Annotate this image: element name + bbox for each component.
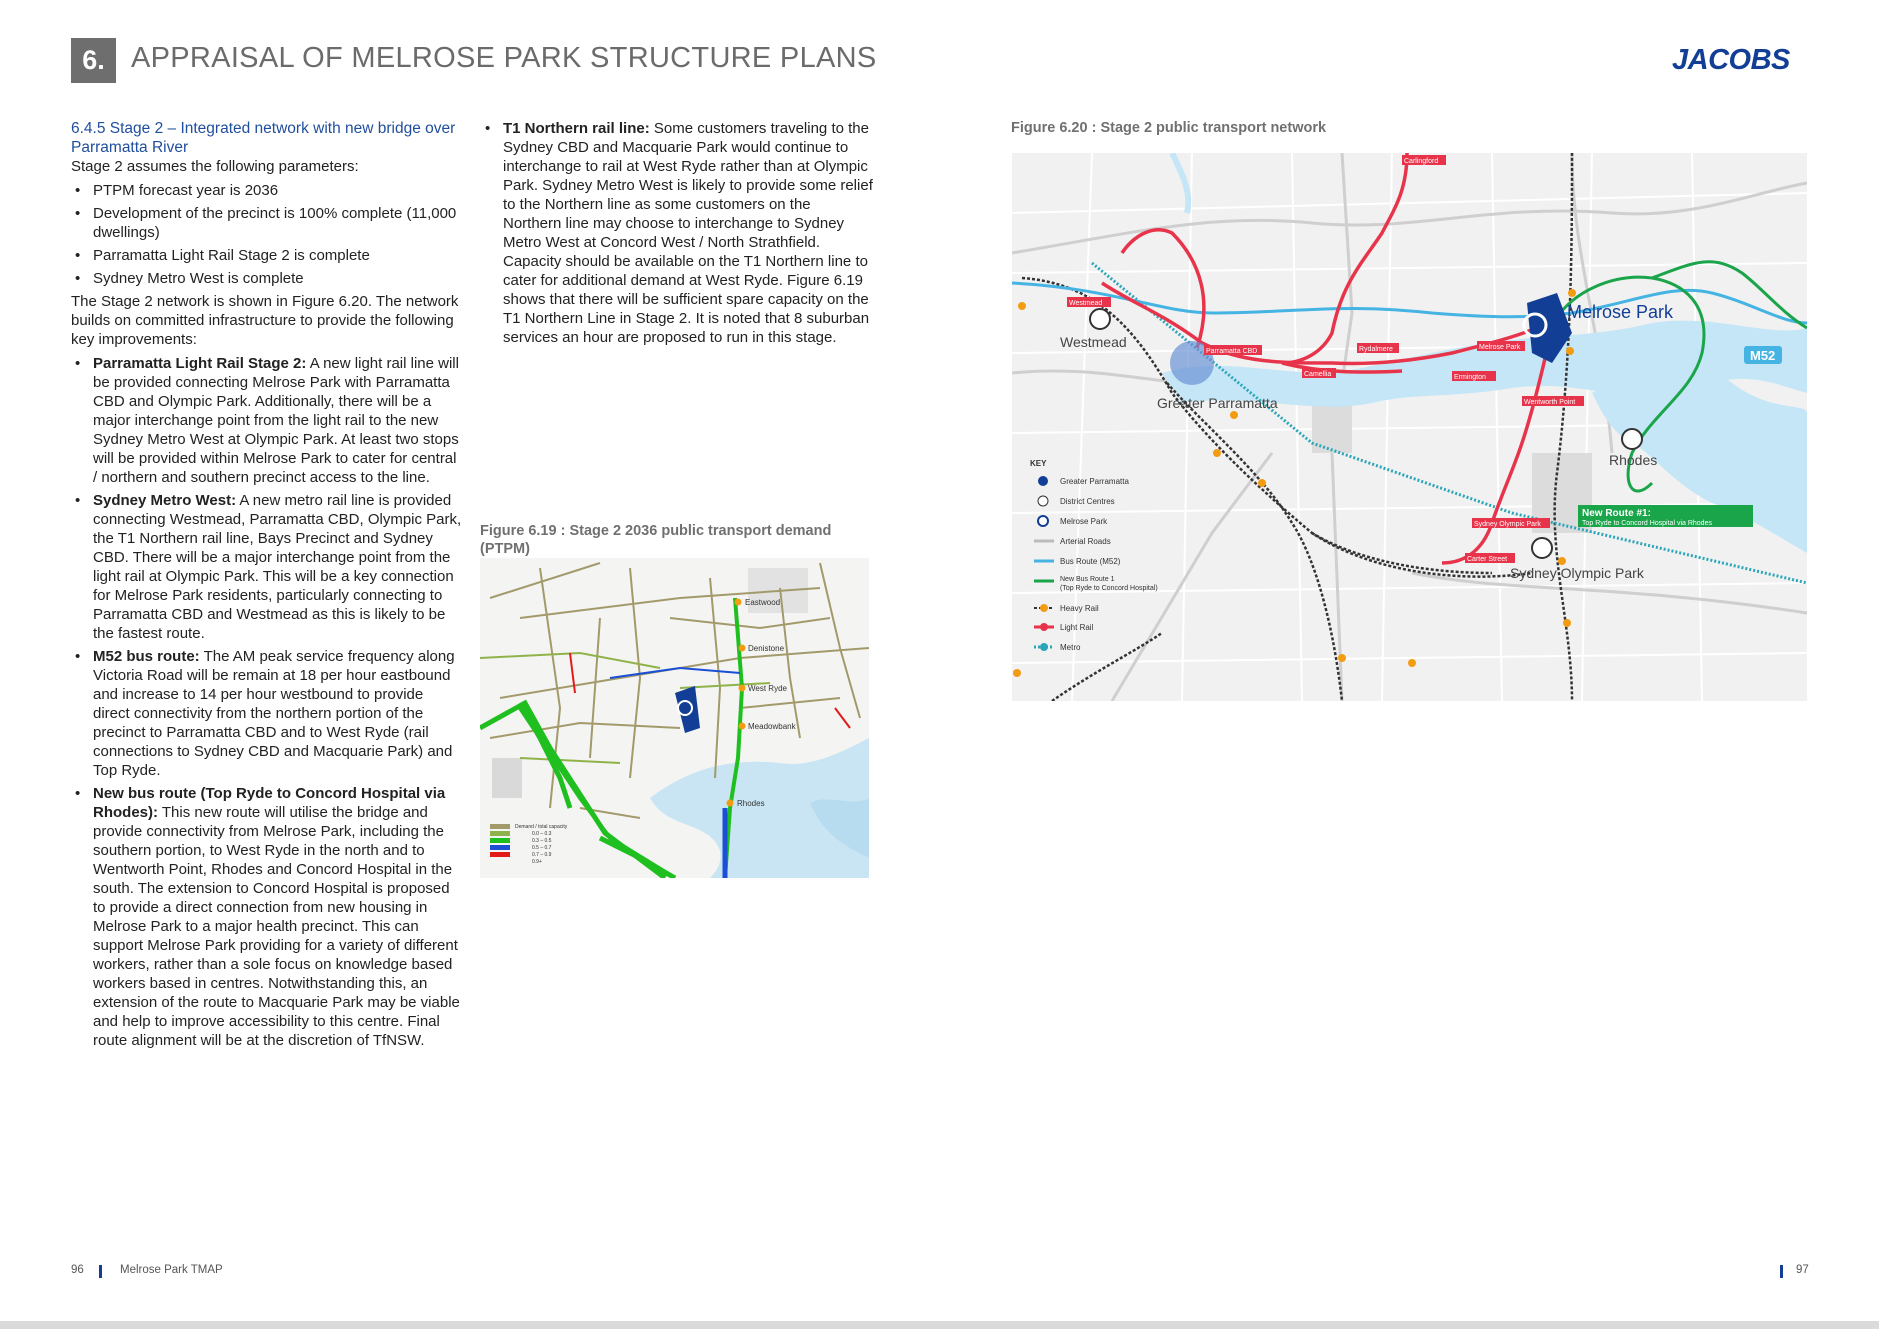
bottom-strip	[0, 1321, 1879, 1329]
station-marker	[1568, 289, 1576, 297]
legend-label: 0.0 – 0.3	[532, 831, 552, 837]
station-marker	[1566, 347, 1574, 355]
station-marker	[1408, 659, 1416, 667]
item-title: Sydney Metro West:	[93, 492, 237, 509]
station-marker	[1338, 654, 1346, 662]
section-number: 6.	[82, 45, 105, 75]
footer-divider	[99, 1265, 102, 1278]
list-item: • Development of the precinct is 100% complete (11,000 dwellings)	[71, 204, 463, 242]
station-marker	[739, 645, 746, 652]
left-column	[71, 119, 463, 1054]
key-metro-station-icon	[1040, 643, 1048, 651]
new-route-callout-title: New Route #1:	[1582, 508, 1651, 519]
item-title: New bus route (Top Ryde to Concord Hospital via Rhodes):	[93, 785, 446, 821]
legend-swatch	[490, 824, 510, 829]
key-melrose-park-icon	[1038, 516, 1048, 526]
list-item	[71, 784, 463, 1050]
rhodes-centre-marker	[1622, 429, 1642, 449]
right-page-number: 97	[1796, 1264, 1809, 1276]
legend-swatch	[490, 831, 510, 836]
key-district-centre-icon	[1038, 496, 1048, 506]
key-label: Melrose Park	[1060, 517, 1108, 526]
legend-label: 0.7 – 0.9	[532, 852, 552, 858]
list-item	[71, 491, 463, 643]
legend-swatch	[490, 838, 510, 843]
stop-tag-label: Carter Street	[1467, 556, 1508, 563]
new-route-callout-sub: Top Ryde to Concord Hospital via Rhodes	[1582, 520, 1712, 527]
station-label: West Ryde	[748, 684, 787, 693]
list-item	[71, 647, 463, 780]
item-text: A new light rail line will be provided connecting Melrose Park with Parramatta CBD and Olympic Park. Additionally, there will be a major interchange point from the light rail to the new Sydney Metro West at Olympic Park. At least two stops will be provided within Melrose Park to cater for central / northern and southern precinct access to the line.	[93, 355, 459, 486]
westmead-centre-marker	[1090, 309, 1110, 329]
list-item	[71, 354, 463, 487]
station-marker	[739, 723, 746, 730]
key-light-rail-stop-icon	[1040, 623, 1048, 631]
stop-tag-label: Sydney Olympic Park	[1474, 521, 1541, 528]
rhodes-label: Rhodes	[1609, 452, 1658, 468]
list-item: • Sydney Metro West is complete	[71, 269, 463, 288]
figure-620-caption: Figure 6.20 : Stage 2 public transport network	[1011, 120, 1327, 136]
station-label: Eastwood	[745, 598, 781, 607]
legend-swatch	[490, 852, 510, 857]
stop-tag-label: Melrose Park	[1479, 344, 1521, 351]
land-block	[492, 758, 522, 798]
key-label: (Top Ryde to Concord Hospital)	[1060, 585, 1158, 592]
middle-column	[481, 119, 873, 351]
figure-619-map	[480, 558, 869, 878]
station-marker	[1258, 479, 1266, 487]
list-item: • PTPM forecast year is 2036	[71, 181, 463, 200]
left-page-number: 96	[71, 1264, 84, 1276]
parameters-intro: Stage 2 assumes the following parameters:	[71, 158, 359, 175]
key-label: New Bus Route 1	[1060, 576, 1115, 583]
station-marker	[739, 685, 746, 692]
westmead-label: Westmead	[1060, 334, 1127, 350]
station-marker	[1563, 619, 1571, 627]
stop-tag-label: Rydalmere	[1359, 346, 1393, 353]
subheading: 6.4.5 Stage 2 – Integrated network with new bridge over Parramatta River	[71, 120, 456, 156]
stop-tag-label: Camellia	[1304, 371, 1332, 378]
parameters-list	[71, 181, 463, 288]
station-marker	[1558, 557, 1566, 565]
station-marker	[735, 599, 742, 606]
section-title: APPRAISAL OF MELROSE PARK STRUCTURE PLANS	[131, 42, 877, 74]
key-heavy-rail-station-icon	[1040, 604, 1048, 612]
key-title: KEY	[1030, 459, 1047, 468]
key-greater-parramatta-icon	[1038, 476, 1048, 486]
footer-divider	[1780, 1265, 1783, 1278]
key-label: Greater Parramatta	[1060, 477, 1129, 486]
station-marker	[1013, 669, 1021, 677]
list-item	[481, 119, 873, 347]
key-label: Light Rail	[1060, 623, 1094, 632]
station-marker	[1018, 302, 1026, 310]
list-item: • Parramatta Light Rail Stage 2 is complete	[71, 246, 463, 265]
legend-label: 0.9+	[532, 859, 542, 865]
melrose-park-label: Melrose Park	[1567, 302, 1674, 322]
stop-tag-label: Carlingford	[1404, 158, 1439, 165]
section-number-box	[71, 38, 116, 83]
legend-swatch	[490, 845, 510, 850]
item-text: Some customers traveling to the Sydney CBD and Macquarie Park would continue to interchange to rail at West Ryde rather than at Olympic Park. Sydney Metro West is likely to provide some relief to the Northern line as some customers on the Northern line may choose to interchange to Sydney Metro West at Concord West / North Strathfield. Capacity should be available on the T1 Northern line to cater for additional demand at West Ryde. Figure 6.19 shows that there will be sufficient spare capacity on the T1 Northern Line in Stage 2. It is noted that 8 suburban services an hour are proposed to run in this stage.	[503, 120, 873, 346]
m52-label: M52	[1750, 348, 1776, 363]
stop-tag-label: Westmead	[1069, 300, 1103, 307]
stop-tag-label: Parramatta CBD	[1206, 348, 1258, 355]
document-name: Melrose Park TMAP	[120, 1264, 223, 1276]
key-label: Metro	[1060, 643, 1081, 652]
sydney-olympic-park-label: Sydney Olympic Park	[1510, 565, 1644, 581]
legend-label: 0.5 – 0.7	[532, 845, 552, 851]
station-marker	[1213, 449, 1221, 457]
item-text: This new route will utilise the bridge and provide connectivity from Melrose Park, including the southern portion, to West Ryde in the north and to Wentworth Point, Rhodes and Concord Hospital in the south. The extension to Concord Hospital is proposed to provide a direct connection from new housing in Melrose Park to a major health precinct. This can support Melrose Park providing for a variety of different workers, rather than a sole focus on knowledge based workers based in centres. Notwithstanding this, an extension of the route to Macquarie Park may be viable and help to improve accessibility to this centre. Final route alignment will be at the discretion of TfNSW.	[93, 804, 460, 1049]
figure-620-map	[1012, 153, 1807, 701]
middle-list	[481, 119, 873, 347]
station-label: Rhodes	[737, 799, 765, 808]
key-label: Heavy Rail	[1060, 604, 1099, 613]
olympic-park-centre-marker	[1532, 538, 1552, 558]
item-title: T1 Northern rail line:	[503, 120, 650, 137]
improvements-list	[71, 354, 463, 1050]
station-marker	[727, 800, 734, 807]
station-label: Meadowbank	[748, 722, 796, 731]
stop-tag-label: Ermington	[1454, 374, 1486, 381]
item-text: A new metro rail line is provided connecting Westmead, Parramatta CBD, Olympic Park, the T1 Northern rail line, Bays Precinct and Sydney CBD. There will be a major interchange point from the light rail at Olympic Park. This will be a key connection for Melrose Park residents, particularly connecting to Parramatta CBD and Westmead as this is likely to be the fastest route.	[93, 492, 462, 642]
station-label: Denistone	[748, 644, 785, 653]
station-marker	[1230, 411, 1238, 419]
legend-title: Demand / total capacity	[515, 824, 568, 830]
key-label: Bus Route (M52)	[1060, 557, 1121, 566]
key-label: District Centres	[1060, 497, 1115, 506]
figure-619-caption: Figure 6.19 : Stage 2 2036 public transport demand (PTPM)	[480, 523, 832, 557]
legend-label: 0.3 – 0.5	[532, 838, 552, 844]
jacobs-logo: JACOBS	[1672, 44, 1790, 76]
greater-parramatta-label: Greater Parramatta	[1157, 395, 1278, 411]
item-title: Parramatta Light Rail Stage 2:	[93, 355, 307, 372]
stop-tag-label: Wentworth Point	[1524, 399, 1576, 406]
item-title: M52 bus route:	[93, 648, 200, 665]
network-intro: The Stage 2 network is shown in Figure 6.20. The network builds on committed infrastructure to provide the following key improvements:	[71, 293, 459, 348]
item-text: The AM peak service frequency along Victoria Road will be remain at 18 per hour eastbound and increase to 14 per hour westbound to provide direct connectivity from the northern portion of the precinct to Parramatta CBD and to West Ryde (rail connections to Sydney CBD and Macquarie Park) and Top Ryde.	[93, 648, 455, 779]
key-label: Arterial Roads	[1060, 537, 1111, 546]
